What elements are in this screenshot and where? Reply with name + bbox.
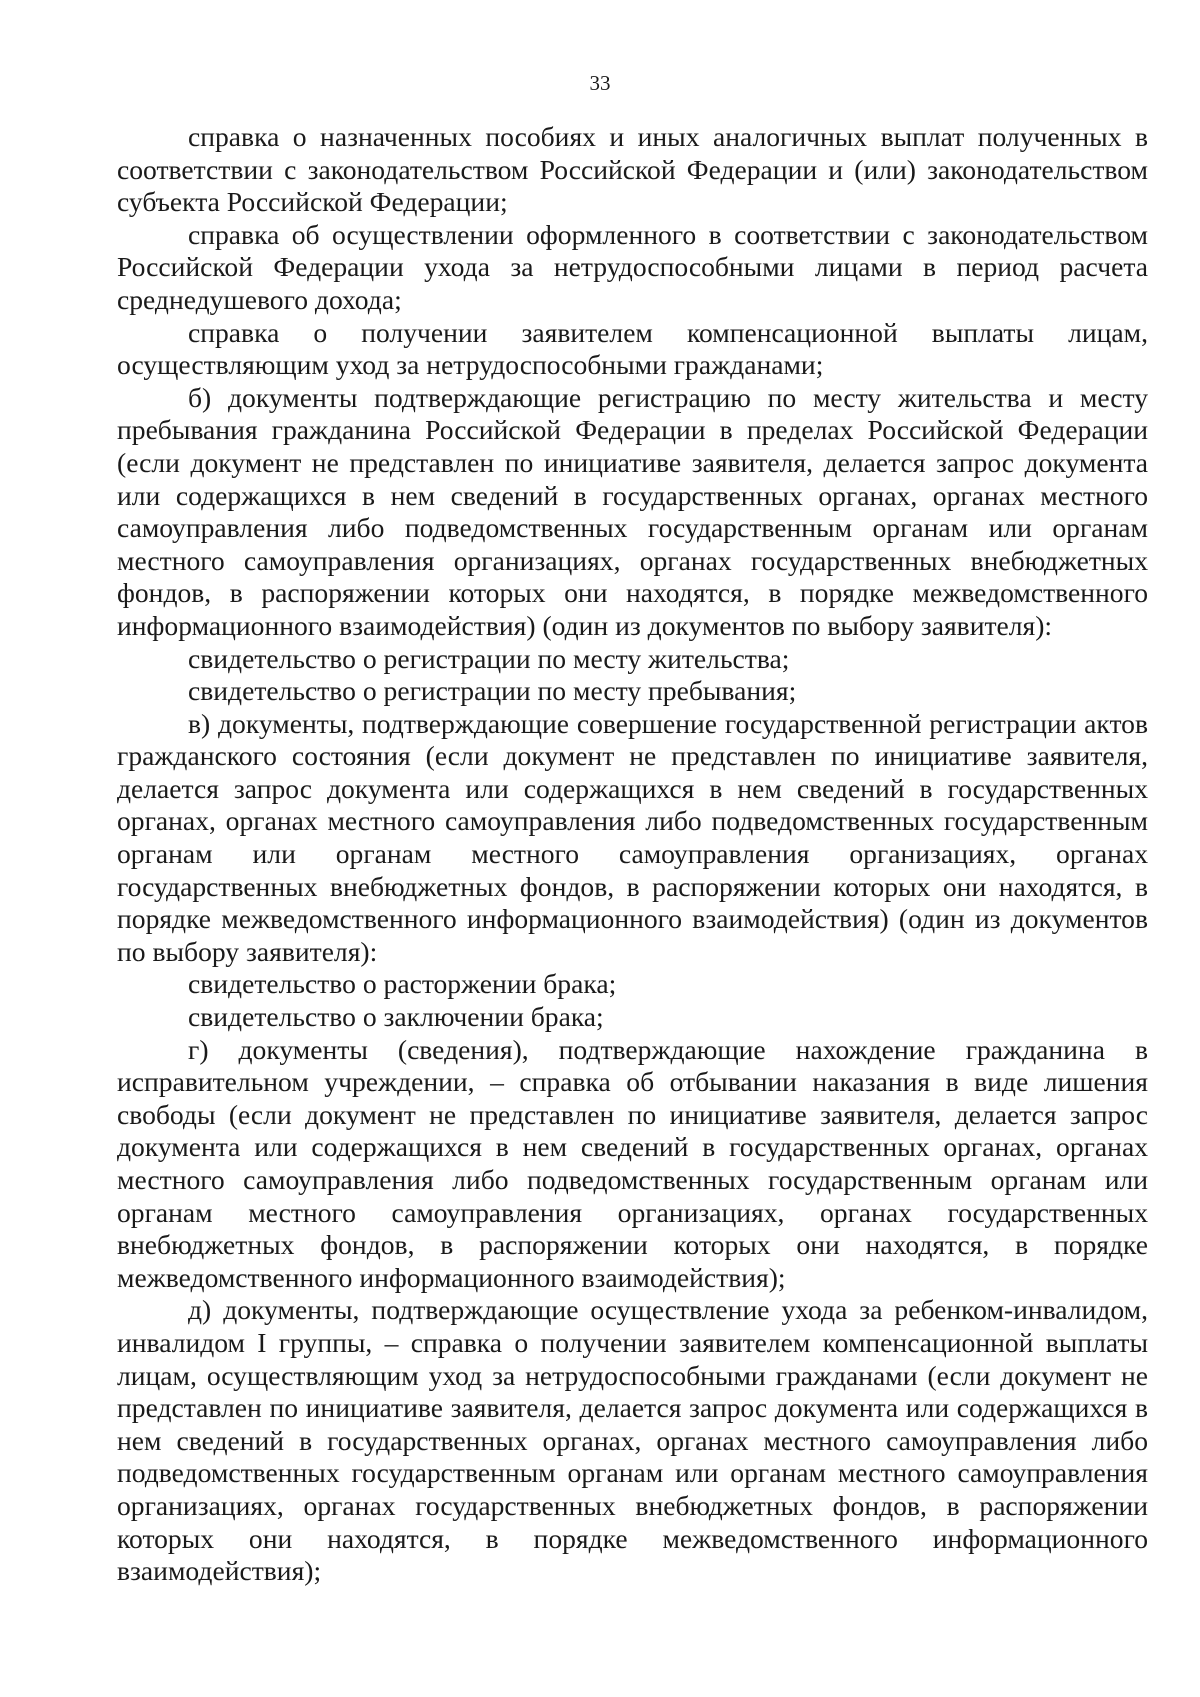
paragraph-item-d-disabled-care: д) документы, подтверждающие осуществление ухода за ребенком-инвалидом, инвалидом I группы, – справка о получении заявителем компенсационной выплаты лицам, осуществляющим уход за нетрудоспособными гражданами (если документ не представлен по инициативе заявителя, делается запрос документа или содержащихся в нем сведений в государственных органах, органах местного самоуправления либо подведомственных государственным органам или органам местного самоуправления организациях, органах государственных внебюджетных фондов, в распоряжении которых они находятся, в порядке межведомственного информационного взаимодействия); [117,1294,1148,1587]
paragraph-residence-certificate: свидетельство о регистрации по месту жительства; [188,642,790,674]
paragraph-care-certificate: справка об осуществлении оформленного в соответствии с законодательством Российской Федерации ухода за нетрудоспособными лицами в период расчета среднедушевого дохода; [117,218,1148,315]
paragraph-compensation-certificate: справка о получении заявителем компенсационной выплаты лицам, осуществляющим уход за нетрудоспособными гражданами; [117,316,1148,381]
paragraph-marriage-certificate: свидетельство о заключении брака; [188,1001,604,1033]
paragraph-item-g-correctional: г) документы (сведения), подтверждающие нахождение гражданина в исправительном учреждении, – справка об отбывании наказания в виде лишения свободы (если документ не представлен по инициативе заявителя, делается запрос документа или содержащихся в нем сведений в государственных органах, органах местного самоуправления либо подведомственных государственным органам или органам местного самоуправления организациях, органах государственных внебюджетных фондов, в распоряжении которых они находятся, в порядке межведомственного информационного взаимодействия); [117,1033,1148,1293]
paragraph-stay-certificate: свидетельство о регистрации по месту пребывания; [188,675,797,707]
document-body [117,121,1148,1588]
paragraph-benefits-certificate: справка о назначенных пособиях и иных аналогичных выплат полученных в соответствии с законодательством Российской Федерации и (или) законодательством субъекта Российской Федерации; [117,121,1148,218]
page-number: 33 [589,71,611,95]
paragraph-item-v-civil-acts: в) документы, подтверждающие совершение государственной регистрации актов гражданского состояния (если документ не представлен по инициативе заявителя, делается запрос документа или содержащихся в нем сведений в государственных органах, органах местного самоуправления либо подведомственных государственным органам или органам местного самоуправления организациях, органах государственных внебюджетных фондов, в распоряжении которых они находятся, в порядке межведомственного информационного взаимодействия) (один из документов по выбору заявителя): [117,707,1148,967]
paragraph-item-b-registration: б) документы подтверждающие регистрацию по месту жительства и месту пребывания гражданина Российской Федерации в пределах Российской Федерации (если документ не представлен по инициативе заявителя, делается запрос документа или содержащихся в нем сведений в государственных органах, органах местного самоуправления либо подведомственных государственным органам или органам местного самоуправления организациях, органах государственных внебюджетных фондов, в распоряжении которых они находятся, в порядке межведомственного информационного взаимодействия) (один из документов по выбору заявителя): [117,381,1148,641]
paragraph-divorce-certificate: свидетельство о расторжении брака; [188,968,617,1000]
